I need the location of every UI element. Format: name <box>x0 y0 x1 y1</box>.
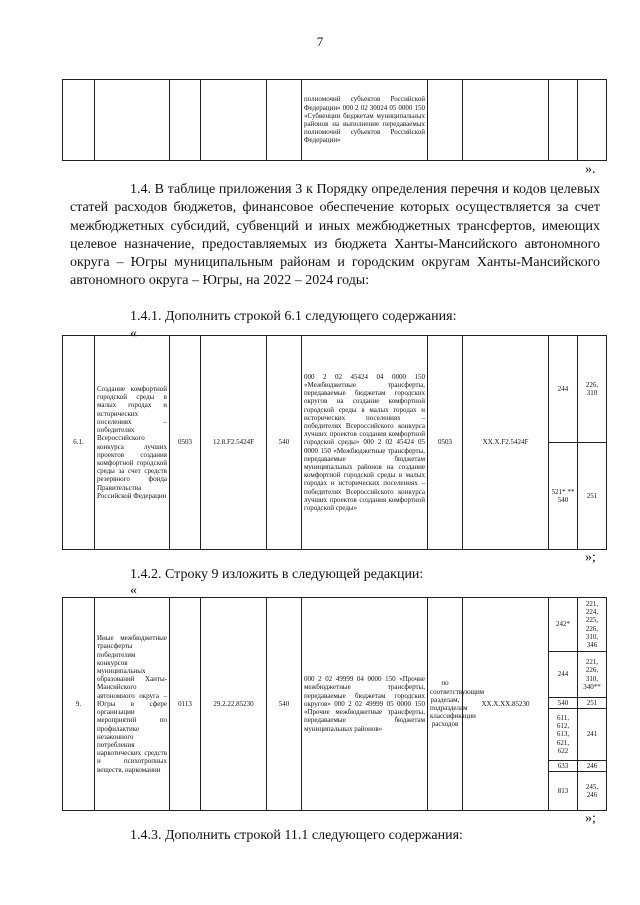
row-9-table <box>62 597 607 811</box>
closing-quote: ». <box>585 162 596 177</box>
target-article: 29.2.22.85230 <box>201 598 267 811</box>
top-table-revenue-cell: полномочий субъектов Российской Федерации» 000 2 02 30024 05 0000 150 «Субвенции бюджетам муниципальных районов на выполнение передаваемых полномочий субъектов Российской Федерации» <box>302 80 428 161</box>
municipal-section: по соответствующим разделам, подразделам классификации расходов <box>428 598 463 811</box>
page-number: 7 <box>316 34 324 49</box>
section-code: 0113 <box>170 598 201 811</box>
section-code: 0503 <box>170 336 201 550</box>
paragraph-1-4-3: 1.4.3. Дополнить строкой 11.1 следующего содержания: <box>130 828 463 843</box>
sub-expense-type: 813 <box>549 772 578 811</box>
top-table-fragment <box>62 79 607 161</box>
sub-kosgu: 251 <box>578 698 607 709</box>
row-number: 9. <box>63 598 95 811</box>
revenue-code: 000 2 02 45424 04 0000 150 «Межбюджетные трансферты, передаваемые бюджетам городских округов на создание комфортной городской среды в малых городах и исторических поселениях – победителях Всероссийского конкурса лучших проектов создания комфортной городской среды» 000 2 02 45424 05 0000 150 «Межбюджетные трансферты, передаваемые бюджетам муниципальных районов на создание комфортной городской среды в малых городах и исторических поселениях – победителях Всероссийского конкурса лучших проектов создания комфортной городской среды» <box>302 336 428 550</box>
sub-expense-type: 540 <box>549 698 578 709</box>
row-name: Создание комфортной городской среды в малых городах и исторических поселениях – победителях Всероссийского конкурса лучших проектов создания комфортной городской среды за счет средств резервного фонда Правительства Российской Федерации <box>95 336 170 550</box>
municipal-target: XX.X.XX.85230 <box>463 598 549 811</box>
target-article: 12.8.F2.5424F <box>201 336 267 550</box>
sub-expense-type: 244 <box>549 652 578 698</box>
sub-kosgu: 251 <box>578 443 607 550</box>
sub-kosgu: 221, 226, 310, 340** <box>578 652 607 698</box>
sub-expense-type: 521* ** 540 <box>549 443 578 550</box>
opening-quote: « <box>130 326 137 341</box>
row-6-1-table <box>62 335 607 550</box>
row-number: 6.1. <box>63 336 95 550</box>
revenue-code: 000 2 02 49999 04 0000 150 «Прочие межбюджетные трансферты, передаваемые бюджетам городских округов» 000 2 02 49999 05 0000 150 «Прочие межбюджетные трансферты, передаваемые бюджетам муниципальных районов» <box>302 598 428 811</box>
closing-quote: »; <box>585 811 596 826</box>
row-name: Иные межбюджетные трансферты победителям конкурсов муниципальных образований Ханты-Мансийского автономного округа – Югры в сфере организации мероприятий по профилактике незаконного потребления наркотических средств и психотропных веществ, наркомании <box>95 598 170 811</box>
sub-kosgu: 246 <box>578 761 607 772</box>
sub-expense-type: 611, 612, 613, 621, 622 <box>549 709 578 761</box>
closing-quote: »; <box>585 550 596 565</box>
paragraph-1-4-1: 1.4.1. Дополнить строкой 6.1 следующего содержания: <box>130 309 457 324</box>
sub-expense-type: 244 <box>549 336 578 443</box>
sub-kosgu: 226, 310 <box>578 336 607 443</box>
paragraph-1-4-2: 1.4.2. Строку 9 изложить в следующей редакции: <box>130 567 424 582</box>
municipal-section: 0503 <box>428 336 463 550</box>
sub-kosgu: 241 <box>578 709 607 761</box>
sub-kosgu: 221, 224, 225, 226, 310, 346 <box>578 598 607 652</box>
expense-type: 540 <box>267 598 302 811</box>
sub-expense-type: 242* <box>549 598 578 652</box>
sub-expense-type: 633 <box>549 761 578 772</box>
paragraph-1-4: 1.4. В таблице приложения 3 к Порядку определения перечня и кодов целевых статей расходов бюджетов, финансовое обеспечение которых осуществляется за счет межбюджетных субсидий, субвенций и иных межбюджетных трансфертов, имеющих целевое назначение, предоставляемых из бюджета Ханты-Мансийского автономного округа – Югры муниципальным районам и городским округам Ханты-Мансийского автономного округа – Югры, на 2022 – 2024 годы: <box>70 182 600 289</box>
expense-type: 540 <box>267 336 302 550</box>
municipal-target: XX.X.F2.5424F <box>463 336 549 550</box>
sub-kosgu: 245, 246 <box>578 772 607 811</box>
opening-quote: « <box>130 583 137 598</box>
